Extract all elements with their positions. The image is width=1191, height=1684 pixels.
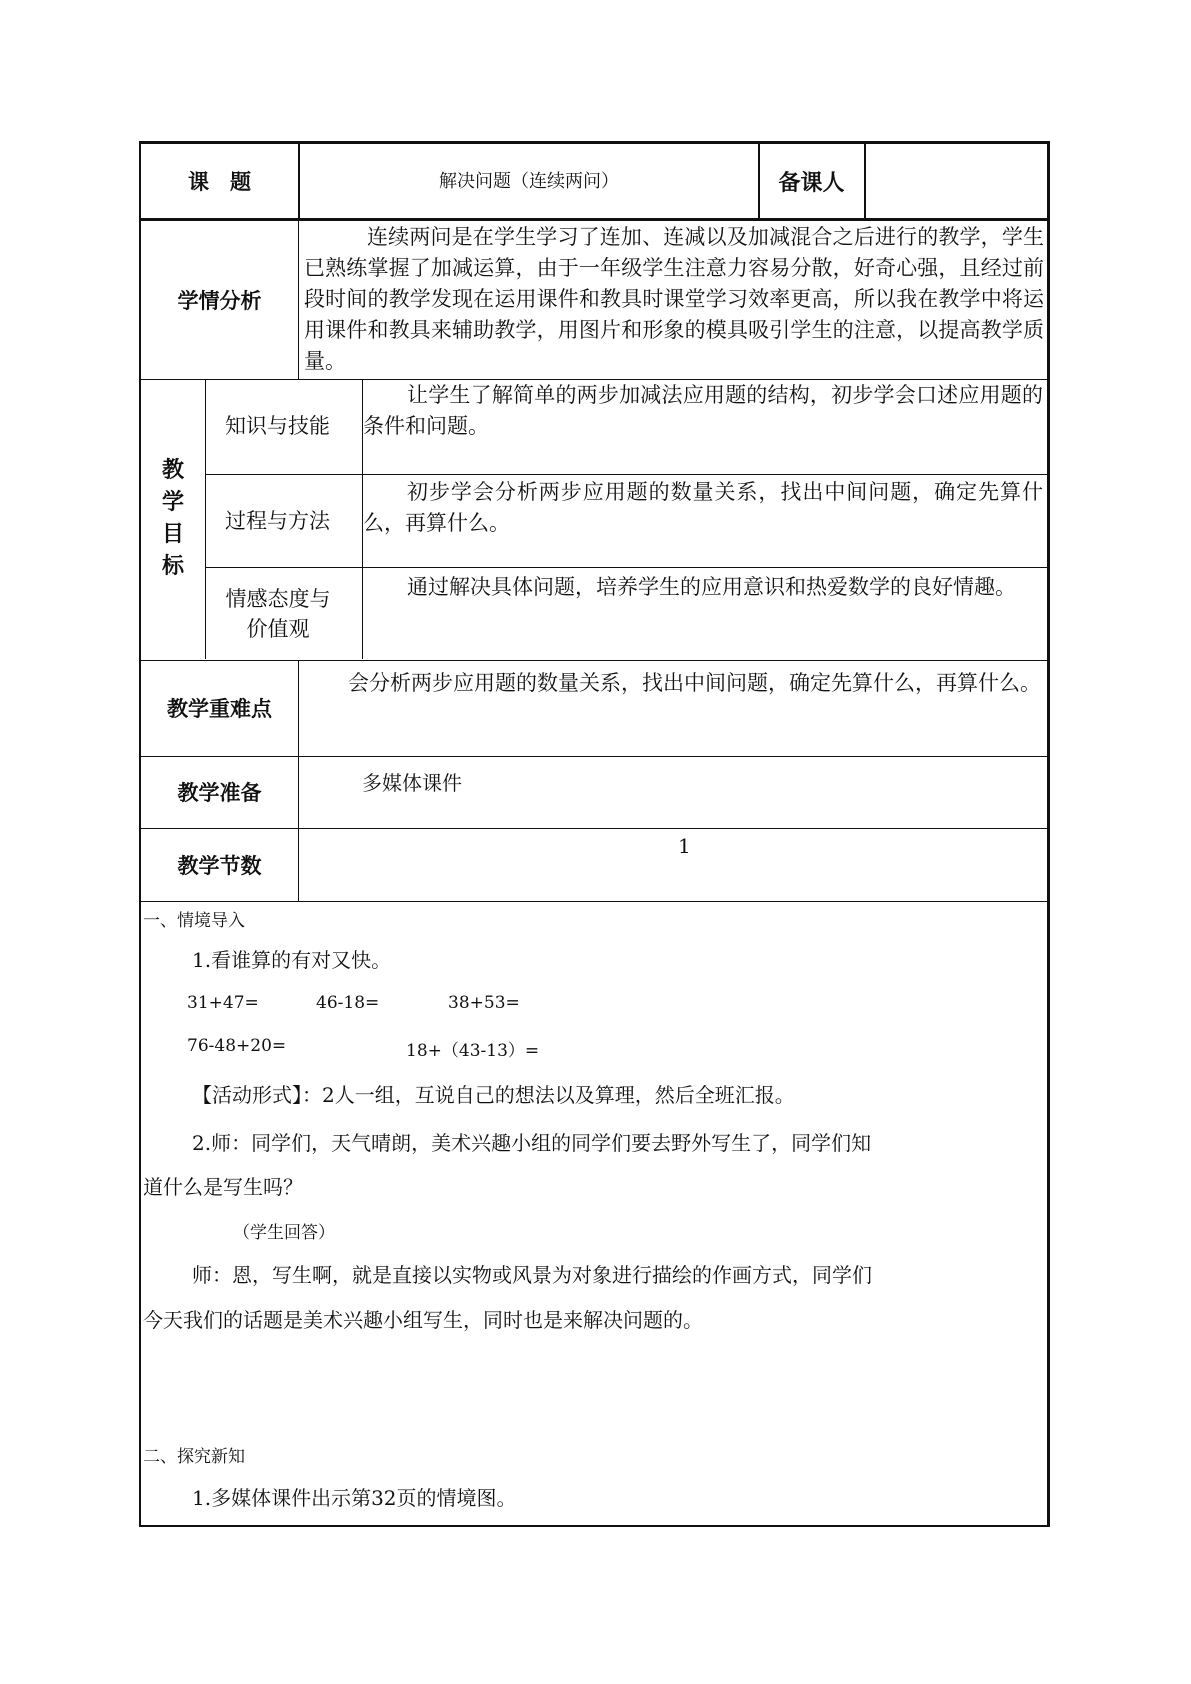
item1-text: 1.看谁算的有对又快。 [192,948,392,972]
section1-title: 一、情境导入 [143,911,245,931]
goal-process-text: 初步学会分析两步应用题的数量关系，找出中间问题，确定先算什么，再算什么。 [363,480,1043,535]
teacher-line2: 今天我们的话题是美术兴趣小组写生，同时也是来解决问题的。 [143,1308,703,1332]
item2-line1: 2.师：同学们，天气晴朗，美术兴趣小组的同学们要去野外写生了，同学们知 [192,1131,872,1155]
equation-3: 38+53= [448,993,520,1013]
topic-value: 解决问题（连续两问） [439,170,619,192]
author-label: 备课人 [778,170,845,196]
key-points-label: 教学重难点 [167,697,272,721]
equation-4: 76-48+20= [187,1036,287,1056]
goals-label: 教学目标 [161,458,184,579]
goal-knowledge-name: 知识与技能 [225,414,330,438]
equation-1: 31+47= [187,993,259,1013]
activity-text: 【活动形式】：2人一组，互说自己的想法以及算理，然后全班汇报。 [192,1083,795,1107]
goal-attitude-name: 情感态度与价值观 [225,586,331,641]
periods-value: 1 [678,834,691,858]
goal-process-name: 过程与方法 [225,509,330,533]
section2-item1: 1.多媒体课件出示第32页的情境图。 [192,1486,517,1510]
analysis-text: 连续两问是在学生学习了连加、连减以及加减混合之后进行的教学，学生已熟练掌握了加减运算，由于一年级学生注意力容易分散，好奇心强，且经过前段时间的教学发现在运用课件和教具时课堂学习效率更高，所以我在教学中将运用课件和教具来辅助教学，用图片和形象的模具吸引学生的注意，以提高教学质量。 [304,225,1044,373]
analysis-label: 学情分析 [177,288,262,313]
periods-label: 教学节数 [177,853,262,878]
goal-attitude-text: 通过解决具体问题，培养学生的应用意识和热爱数学的良好情趣。 [407,575,1016,599]
student-answer: （学生回答） [233,1223,335,1243]
topic-label: 课 题 [188,170,251,194]
preparation-label: 教学准备 [177,781,262,805]
equation-5: 18+（43-13）= [406,1041,540,1061]
lesson-plan-table [139,141,1050,1527]
author-value [865,144,1047,218]
key-points-text: 会分析两步应用题的数量关系，找出中间问题，确定先算什么，再算什么。 [348,671,1041,695]
item2-line2: 道什么是写生吗？ [143,1175,303,1199]
teacher-line1: 师：恩，写生啊，就是直接以实物或风景为对象进行描绘的作画方式，同学们 [192,1263,872,1287]
section2-title: 二、探究新知 [143,1447,245,1467]
equation-2: 46-18= [316,993,380,1013]
preparation-value: 多媒体课件 [362,771,462,795]
goal-knowledge-text: 让学生了解简单的两步加减法应用题的结构，初步学会口述应用题的条件和问题。 [363,383,1043,438]
